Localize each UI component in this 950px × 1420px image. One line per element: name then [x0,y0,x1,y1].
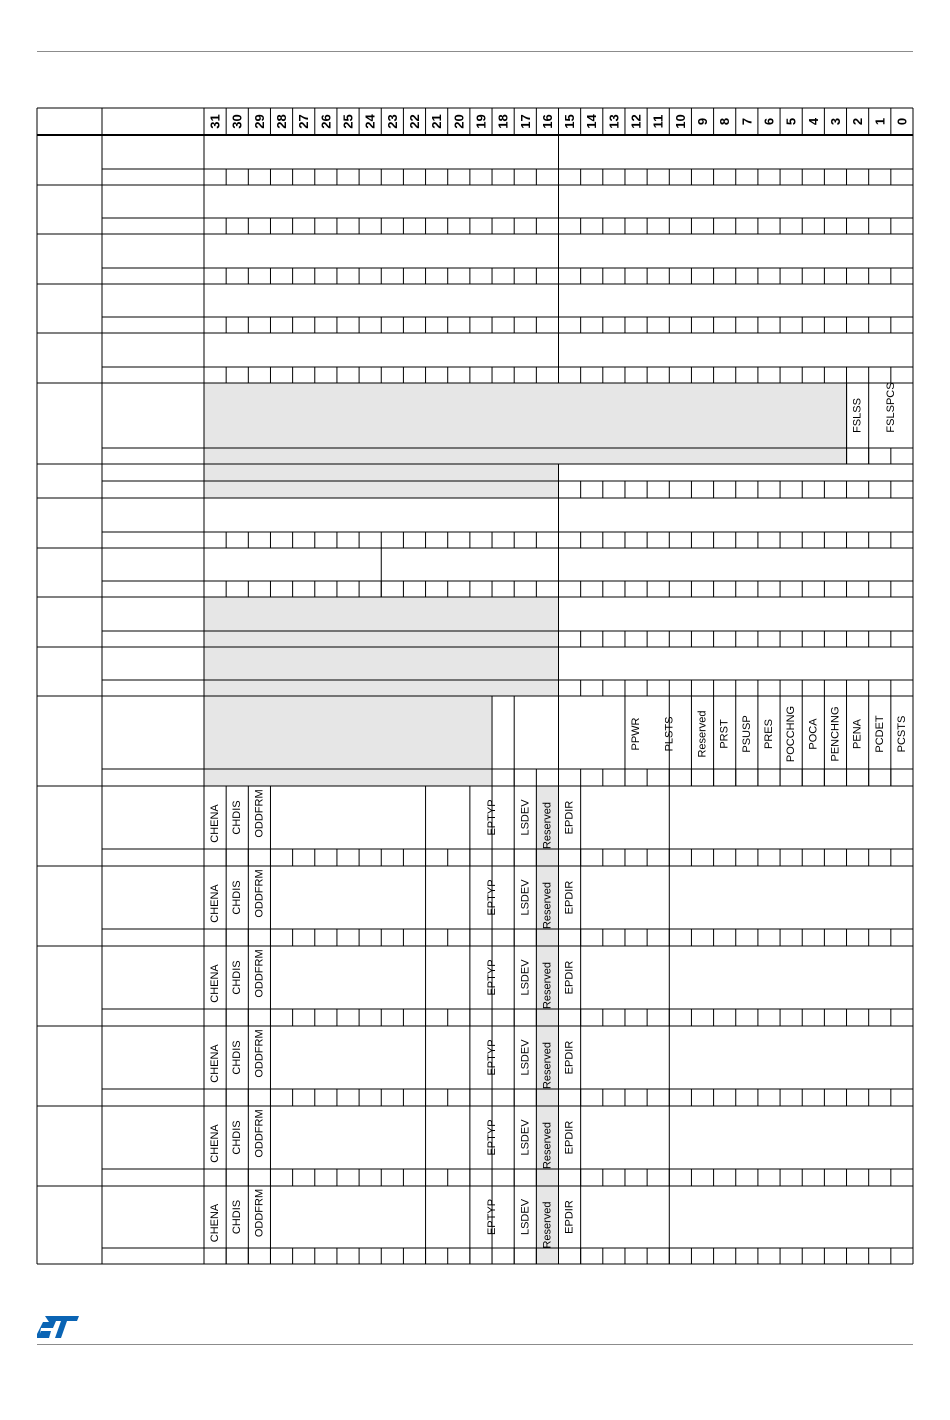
field-plsts: PLSTS [663,716,676,752]
bit-number-18: 18 [495,114,511,129]
bit-number-22: 22 [406,114,422,129]
field-epdir: EPDIR [563,1040,576,1075]
bit-number-12: 12 [628,114,644,129]
field-fslspcs: FSLSPCS [884,382,897,433]
reserved-area [204,597,559,647]
field-lsdev: LSDEV [519,1119,532,1156]
bit-number-30: 30 [229,114,245,129]
field-eptyp: EPTYP [486,879,499,916]
field-chena: CHENA [209,804,222,843]
field-oddfrm: ODDFRM [253,1109,266,1158]
field-epdir: EPDIR [563,880,576,915]
bit-number-20: 20 [451,114,467,129]
field-oddfrm: ODDFRM [253,1188,266,1238]
bit-number-19: 19 [473,114,489,129]
field-pcsts: PCSTS [895,715,908,753]
field-reserved: Reserved [696,710,709,758]
bit-number-0: 0 [894,117,910,126]
field-reserved: Reserved [541,1121,554,1170]
field-lsdev: LSDEV [519,1039,532,1076]
field-chena: CHENA [209,1203,222,1243]
field-poca: POCA [807,718,820,750]
field-chdis: CHDIS [231,960,244,995]
field-chdis: CHDIS [231,880,244,915]
field-psusp: PSUSP [740,715,753,753]
bit-number-16: 16 [539,114,555,129]
field-reserved: Reserved [541,801,554,850]
bit-number-23: 23 [384,114,400,129]
field-ppwr: PPWR [630,717,643,751]
st-logo-icon [37,1314,81,1340]
bit-number-26: 26 [318,114,334,129]
bit-number-10: 10 [672,114,688,129]
field-pres: PRES [762,719,775,749]
field-eptyp: EPTYP [486,1039,499,1076]
reserved-area [204,647,559,696]
field-chdis: CHDIS [231,800,244,835]
field-eptyp: EPTYP [486,799,499,836]
bit-number-27: 27 [296,114,312,129]
field-penchng: PENCHNG [829,706,842,762]
field-reserved: Reserved [541,1201,554,1249]
field-oddfrm: ODDFRM [253,789,266,838]
field-oddfrm: ODDFRM [253,1029,266,1078]
bit-number-28: 28 [274,114,290,129]
bit-number-25: 25 [340,114,356,129]
bit-number-7: 7 [739,117,755,126]
bit-number-1: 1 [872,117,888,126]
field-oddfrm: ODDFRM [253,949,266,998]
field-eptyp: EPTYP [486,1119,499,1156]
bit-number-3: 3 [827,117,843,126]
field-chena: CHENA [209,964,222,1003]
bit-number-31: 31 [207,114,223,129]
field-chdis: CHDIS [231,1120,244,1155]
field-chdis: CHDIS [231,1199,244,1235]
field-reserved: Reserved [541,961,554,1010]
field-chdis: CHDIS [231,1040,244,1075]
field-pocchng: POCCHNG [785,705,798,763]
bit-number-2: 2 [850,117,866,126]
bit-number-14: 14 [584,114,600,129]
field-chena: CHENA [209,884,222,923]
field-reserved: Reserved [541,881,554,930]
field-pena: PENA [851,719,864,749]
bit-number-5: 5 [783,117,799,126]
field-lsdev: LSDEV [519,959,532,996]
bit-number-21: 21 [429,114,445,129]
bit-number-29: 29 [251,114,267,129]
bit-number-11: 11 [650,114,666,129]
bit-number-4: 4 [805,117,821,126]
bit-number-15: 15 [562,114,578,129]
field-chena: CHENA [209,1044,222,1083]
reserved-area [204,696,492,786]
field-eptyp: EPTYP [486,1198,499,1236]
field-epdir: EPDIR [563,960,576,995]
field-epdir: EPDIR [563,1120,576,1155]
field-epdir: EPDIR [563,1200,576,1234]
field-oddfrm: ODDFRM [253,869,266,918]
field-lsdev: LSDEV [519,1198,532,1236]
field-reserved: Reserved [541,1041,554,1090]
reserved-area [204,383,848,464]
bit-number-9: 9 [695,117,711,126]
field-prst: PRST [718,719,731,749]
field-pcdet: PCDET [873,715,886,753]
field-chena: CHENA [209,1124,222,1163]
bit-number-6: 6 [761,117,777,126]
bit-number-24: 24 [362,114,378,129]
field-epdir: EPDIR [563,800,576,835]
field-lsdev: LSDEV [519,799,532,836]
field-eptyp: EPTYP [486,959,499,996]
bit-number-8: 8 [717,117,733,126]
bit-number-13: 13 [606,114,622,129]
bit-number-17: 17 [517,114,533,129]
field-fslss: FSLSS [851,398,864,433]
field-lsdev: LSDEV [519,879,532,916]
footer-rule [37,1344,913,1345]
